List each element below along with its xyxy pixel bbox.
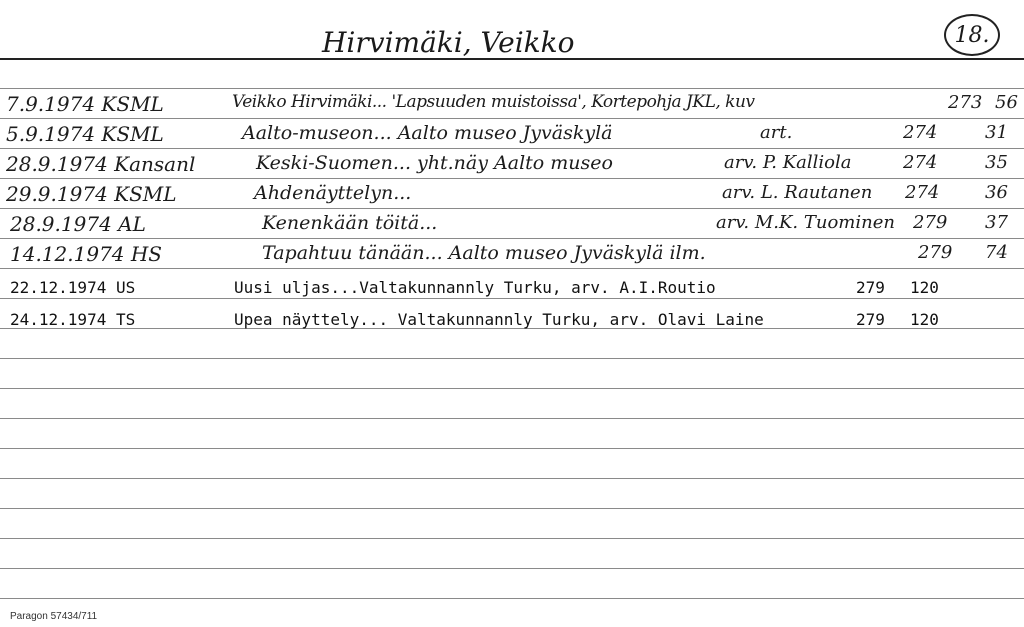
ruled-line	[0, 418, 1024, 419]
entry-text: Kenenkään töitä...	[262, 212, 438, 234]
entry-number: 31	[985, 122, 1008, 143]
entry-note: art.	[760, 122, 793, 143]
entry-note: arv. P. Kalliola	[724, 152, 852, 173]
card-footer: Paragon 57434/711	[10, 611, 98, 622]
entry-text: Aalto-museon... Aalto museo Jyväskylä	[242, 122, 613, 144]
entry-page: 279	[856, 310, 885, 329]
ruled-line	[0, 178, 1024, 179]
entry-date: 24.12.1974 TS	[10, 310, 136, 329]
entry-date: 7.9.1974 KSML	[6, 92, 164, 116]
entry-date: 28.9.1974 Kansanl	[6, 152, 196, 176]
entry-text: Keski-Suomen... yht.näy Aalto museo	[256, 152, 613, 174]
ruled-line	[0, 148, 1024, 149]
entry-number: 120	[910, 278, 939, 297]
entry-text: Ahdenäyttelyn...	[254, 182, 412, 204]
entry-date: 28.9.1974 AL	[10, 212, 146, 236]
header-rule	[0, 58, 1024, 60]
ruled-line	[0, 208, 1024, 209]
entry-number: 37	[985, 212, 1008, 233]
entry-note: arv. M.K. Tuominen	[716, 212, 895, 233]
ruled-line	[0, 508, 1024, 509]
entry-number: 74	[985, 242, 1008, 263]
ruled-line	[0, 598, 1024, 599]
entry-text: Uusi uljas...Valtakunnannly Turku, arv. A.I.Routio	[234, 278, 716, 297]
ruled-line	[0, 538, 1024, 539]
ruled-line	[0, 238, 1024, 239]
entry-page: 279	[918, 242, 953, 263]
entry-note: arv. L. Rautanen	[722, 182, 873, 203]
entry-text: Tapahtuu tänään... Aalto museo Jyväskylä ilm.	[262, 242, 706, 264]
ruled-line	[0, 568, 1024, 569]
entry-page: 274	[903, 152, 938, 173]
ruled-line	[0, 358, 1024, 359]
ruled-line	[0, 478, 1024, 479]
entry-date: 5.9.1974 KSML	[6, 122, 164, 146]
ruled-line	[0, 388, 1024, 389]
entry-page: 274	[903, 122, 938, 143]
entry-page: 279	[913, 212, 948, 233]
ruled-line	[0, 268, 1024, 269]
entry-date: 14.12.1974 HS	[10, 242, 163, 266]
entry-number: 36	[985, 182, 1008, 203]
entry-text: Upea näyttely... Valtakunnannly Turku, arv. Olavi Laine	[234, 310, 764, 329]
card-number: 18.	[954, 22, 990, 48]
entry-page: 274	[905, 182, 940, 203]
ruled-line	[0, 298, 1024, 299]
entry-date: 22.12.1974 US	[10, 278, 136, 297]
ruled-line	[0, 118, 1024, 119]
card-number-circle	[944, 14, 1000, 56]
ruled-line	[0, 448, 1024, 449]
ruled-line	[0, 88, 1024, 89]
entry-text: Veikko Hirvimäki... 'Lapsuuden muistoissa', Kortepohja JKL, kuv	[232, 92, 755, 112]
entry-date: 29.9.1974 KSML	[6, 182, 177, 206]
entry-page: 273	[948, 92, 983, 113]
entry-number: 35	[985, 152, 1008, 173]
entry-number: 56	[995, 92, 1018, 113]
entry-number: 120	[910, 310, 939, 329]
entry-page: 279	[856, 278, 885, 297]
card-title: Hirvimäki, Veikko	[322, 26, 575, 59]
